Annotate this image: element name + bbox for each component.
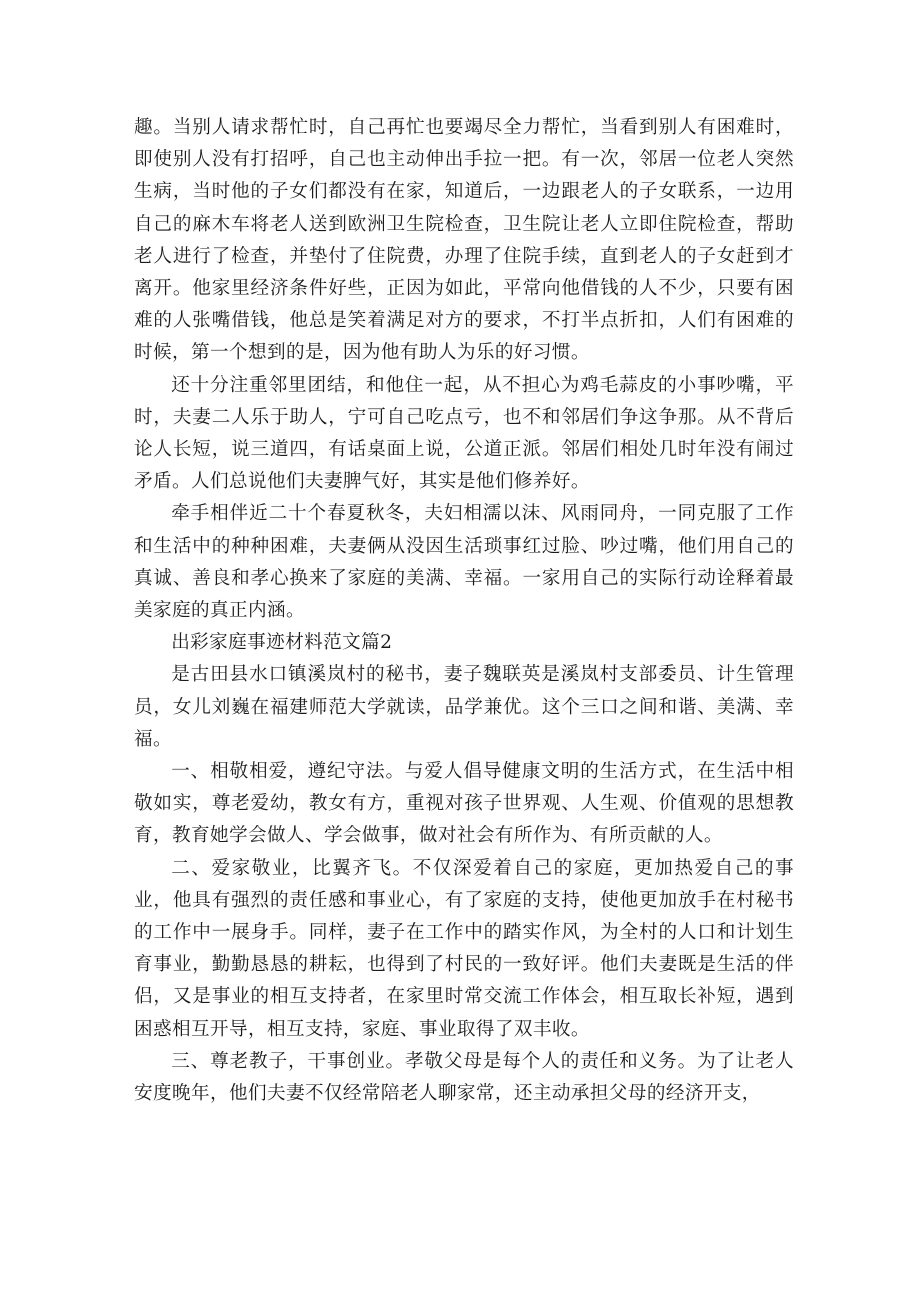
paragraph-partnership: 牵手相伴近二十个春夏秋冬，夫妇相濡以沫、风雨同舟，一同克服了工作和生活中的种种困难，夫妻俩从没因生活琐事红过脸、吵过嘴，他们用自己的真诚、善良和孝心换来了家庭的美满、幸福。一家用自己的实际行动诠释着最美家庭的真正内涵。	[134, 503, 794, 622]
paragraph-continued: 趣。当别人请求帮忙时，自己再忙也要竭尽全力帮忙，当看到别人有困难时，即使别人没有打招呼，自己也主动伸出手拉一把。有一次，邻居一位老人突然生病，当时他的子女们都没有在家，知道后，一边跟老人的子女联系，一边用自己的麻木车将老人送到欧洲卫生院检查，卫生院让老人立即住院检查，帮助老人进行了检查，并垫付了住院费，办理了住院手续，直到老人的子女赶到才离开。他家里经济条件好些，正因为如此，平常向他借钱的人不少，只要有困难的人张嘴借钱，他总是笑着满足对方的要求，不打半点折扣，人们有困难的时候，第一个想到的是，因为他有助人为乐的好习惯。	[134, 117, 794, 364]
paragraph-family-intro: 是古田县水口镇溪岚村的秘书，妻子魏联英是溪岚村支部委员、计生管理员，女儿刘巍在福建师范大学就读，品学兼优。这个三口之间和谐、美满、幸福。	[134, 664, 794, 750]
paragraph-point-three: 三、尊老教子，干事创业。孝敬父母是每个人的责任和义务。为了让老人安度晚年，他们夫妻不仅经常陪老人聊家常，还主动承担父母的经济开支，	[134, 1050, 794, 1105]
paragraph-neighbor-unity: 还十分注重邻里团结，和他住一起，从不担心为鸡毛蒜皮的小事吵嘴，平时，夫妻二人乐于助人，宁可自己吃点亏，也不和邻居们争这争那。从不背后论人长短，说三道四，有话桌面上说，公道正派。邻居们相处几时年没有闹过矛盾。人们总说他们夫妻脾气好，其实是他们修养好。	[134, 374, 794, 493]
document-body	[134, 112, 794, 1110]
section-heading: 出彩家庭事迹材料范文篇2	[171, 632, 393, 654]
paragraph-point-two: 二、爱家敬业，比翼齐飞。不仅深爱着自己的家庭，更加热爱自己的事业，他具有强烈的责任感和事业心，有了家庭的支持，使他更加放手在村秘书的工作中一展身手。同样，妻子在工作中的踏实作风，为全村的人口和计划生育事业，勤勤恳恳的耕耘，也得到了村民的一致好评。他们夫妻既是生活的伴侣，又是事业的相互支持者，在家里时常交流工作体会，相互取长补短，遇到困惑相互开导，相互支持，家庭、事业取得了双丰收。	[134, 857, 794, 1040]
paragraph-point-one: 一、相敬相爱，遵纪守法。与爱人倡导健康文明的生活方式，在生活中相敬如实，尊老爱幼，教女有方，重视对孩子世界观、人生观、价值观的思想教育，教育她学会做人、学会做事，做对社会有所作为、有所贡献的人。	[134, 761, 794, 847]
